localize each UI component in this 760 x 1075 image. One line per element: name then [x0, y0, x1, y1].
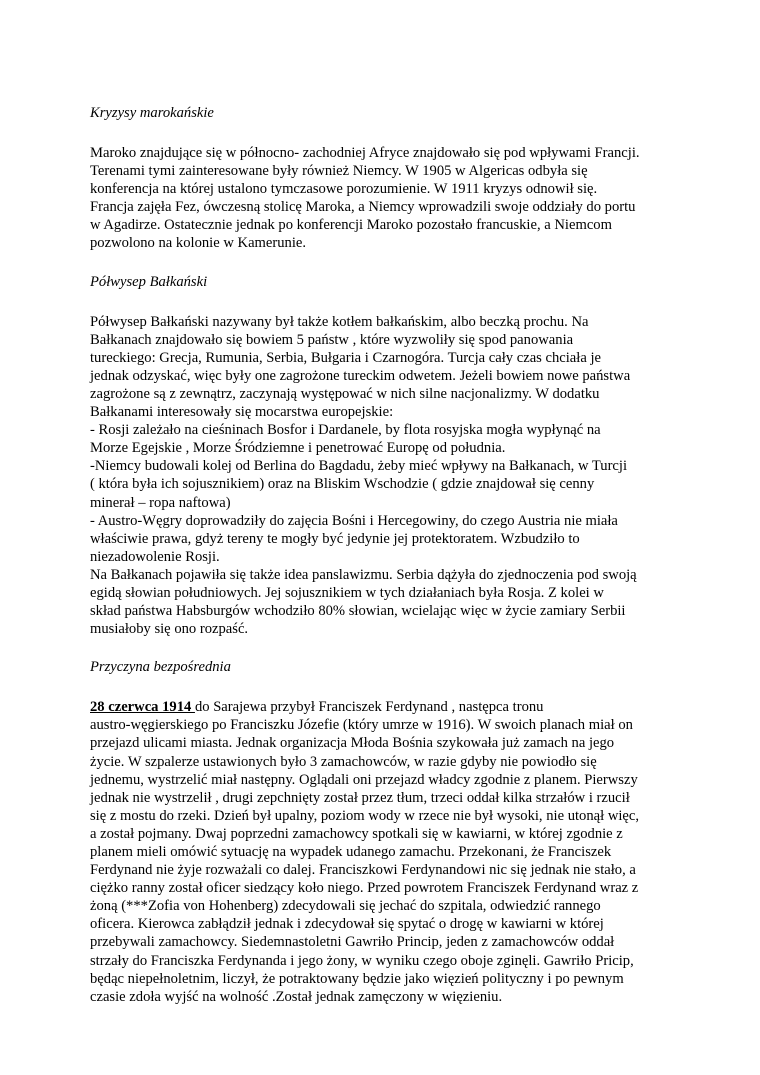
text-line: -Niemcy budowali kolej od Berlina do Bagdadu, żeby mieć wpływy na Bałkanach, w Turcji [90, 458, 628, 475]
paragraph [90, 144, 690, 253]
text-line: musiałoby się ono rozpaść. [90, 621, 249, 638]
text-line: się z mostu do rzeki. Dzień był upalny, poziom wody w rzece nie był wysoki, nie utonął więc, [90, 807, 640, 824]
text-line: Bałkanami interesowały się mocarstwa europejskie: [90, 404, 394, 421]
text-line: austro-węgierskiego po Franciszku Józefie (który umrze w 1916). W swoich planach miał on [90, 717, 633, 734]
text-line: oficera. Kierowca zabłądził jednak i zdecydował się spytać o drogę w kawiarni w której [90, 916, 604, 933]
text-line: a został pojmany. Dwaj poprzedni zamachowcy spotkali się w kawiarni, w której zgodnie z [90, 825, 623, 842]
text-line: minerał – ropa naftowa) [90, 494, 231, 511]
date-highlight: 28 czerwca 1914 [90, 699, 195, 716]
text-line: ( która była ich sojusznikiem) oraz na Bliskim Wschodzie ( gdzie znajdował się cenny [90, 476, 595, 493]
text-line: egidą słowian południowych. Jej sojusznikiem w tych działaniach była Rosja. Z kolei w [90, 584, 604, 601]
text-line: życie. W szpalerze ustawionych było 3 zamachowców, w razie gdyby nie powiodło się [90, 753, 597, 770]
paragraph [90, 698, 690, 1006]
text-line: konferencja na której ustalono tymczasowe porozumienie. W 1911 kryzys odnowił się. [90, 181, 598, 198]
text-line: Ferdynand nie żyje rozważali co dalej. Franciszkowi Ferdynandowi nic się jednak nie stało, a [90, 862, 636, 879]
document-page [90, 104, 690, 1006]
text-line: Na Bałkanach pojawiła się także idea panslawizmu. Serbia dążyła do zjednoczenia pod swoją [90, 566, 637, 583]
section-przyczyna [90, 658, 690, 1006]
section-heading: Półwysep Bałkański [90, 273, 208, 290]
section-polwysep [90, 273, 690, 639]
text-line: skład państwa Habsburgów wchodziło 80% słowian, wcielając więc w życie zamiary Serbii [90, 603, 626, 620]
text-line: - Austro-Węgry doprowadziły do zajęcia Bośni i Hercegowiny, do czego Austria nie miała [90, 512, 618, 529]
text-line: Półwysep Bałkański nazywany był także kotłem bałkańskim, albo beczką prochu. Na [90, 313, 589, 330]
text-line-first [90, 698, 690, 716]
section-kryzysy [90, 104, 690, 253]
text-line: planem mieli omówić sytuację na wypadek udanego zamachu. Przekonani, że Franciszek [90, 844, 612, 860]
text-line: - Rosji zależało na cieśninach Bosfor i Dardanele, by flota rosyjska mogła wypłynąć na [90, 422, 601, 439]
text-line: w Agadirze. Ostatecznie jednak po konferencji Maroko pozostało francuskie, a Niemcom [90, 217, 612, 234]
text-line: tureckiego: Grecja, Rumunia, Serbia, Bułgaria i Czarnogóra. Turcja cały czas chciała je [90, 349, 601, 366]
text-line: właściwie prawa, gdyż tereny te mogły być jedynie jej protektoratem. Wzbudziło to [90, 530, 580, 547]
text-line: Francja zajęła Fez, ówczesną stolicę Maroka, a Niemcy wprowadzili swoje oddziały do portu [90, 199, 636, 216]
text-line: ciężko ranny został oficer siedzący koło niego. Przed powrotem Franciszek Ferdynand wraz z [90, 880, 639, 897]
text-line: jednemu, wystrzelić miał następny. Oglądali oni przejazd władcy zgodnie z planem. Pierwszy [90, 771, 638, 788]
text-line: pozwolono na kolonie w Kamerunie. [90, 235, 307, 252]
text-line: Terenami tymi zainteresowane były również Niemcy. W 1905 w Algericas odbyła się [90, 163, 588, 180]
text-line: przebywali zamachowcy. Siedemnastoletni Gawriło Princip, jeden z zamachowców oddał [90, 934, 615, 951]
text-line: jednak nie wystrzelił , drugi zepchnięty został przez tłum, trzeci oddał kilka strzałów i rzucił [90, 789, 630, 806]
paragraph [90, 313, 690, 639]
text-line: żoną (***Zofia von Hohenberg) zdecydowali się jechać do szpitala, odwiedzić rannego [90, 898, 601, 915]
text-line: przejazd ulicami miasta. Jednak organizacja Młoda Bośnia szykowała już zamach na jego [90, 735, 615, 752]
text-fragment: do Sarajewa przybył Franciszek Ferdynand , następca tronu [194, 699, 544, 716]
text-line: strzały do Franciszka Ferdynanda i jego żony, w wyniku czego oboje zginęli. Gawriło Pricip, [90, 952, 634, 969]
text-line: Morze Egejskie , Morze Śródziemne i penetrować Europę od południa. [90, 440, 506, 457]
section-heading: Przyczyna bezpośrednia [90, 659, 231, 676]
text-line: Maroko znajdujące się w północno- zachodniej Afryce znajdowało się pod wpływami Francji. [90, 145, 640, 161]
text-line: zagrożone są z zewnątrz, zaczynają występować w nich silne nacjonalizmy. W dodatku [90, 385, 600, 402]
text-line: jednak odzyskać, więc były one zagrożone tureckim odwetem. Jeżeli bowiem nowe państwa [90, 367, 631, 384]
text-line: czasie zdoła wyjść na wolność .Został jednak zamęczony w więzieniu. [90, 988, 503, 1005]
text-line: będąc niepełnoletnim, liczył, że potraktowany będzie jako więzień polityczny i po pewnym [90, 970, 624, 987]
text-line: Bałkanach znajdowało się bowiem 5 państw , które wyzwoliły się spod panowania [90, 331, 574, 348]
section-heading: Kryzysy marokańskie [90, 105, 214, 121]
text-line: niezadowolenie Rosji. [90, 548, 220, 565]
